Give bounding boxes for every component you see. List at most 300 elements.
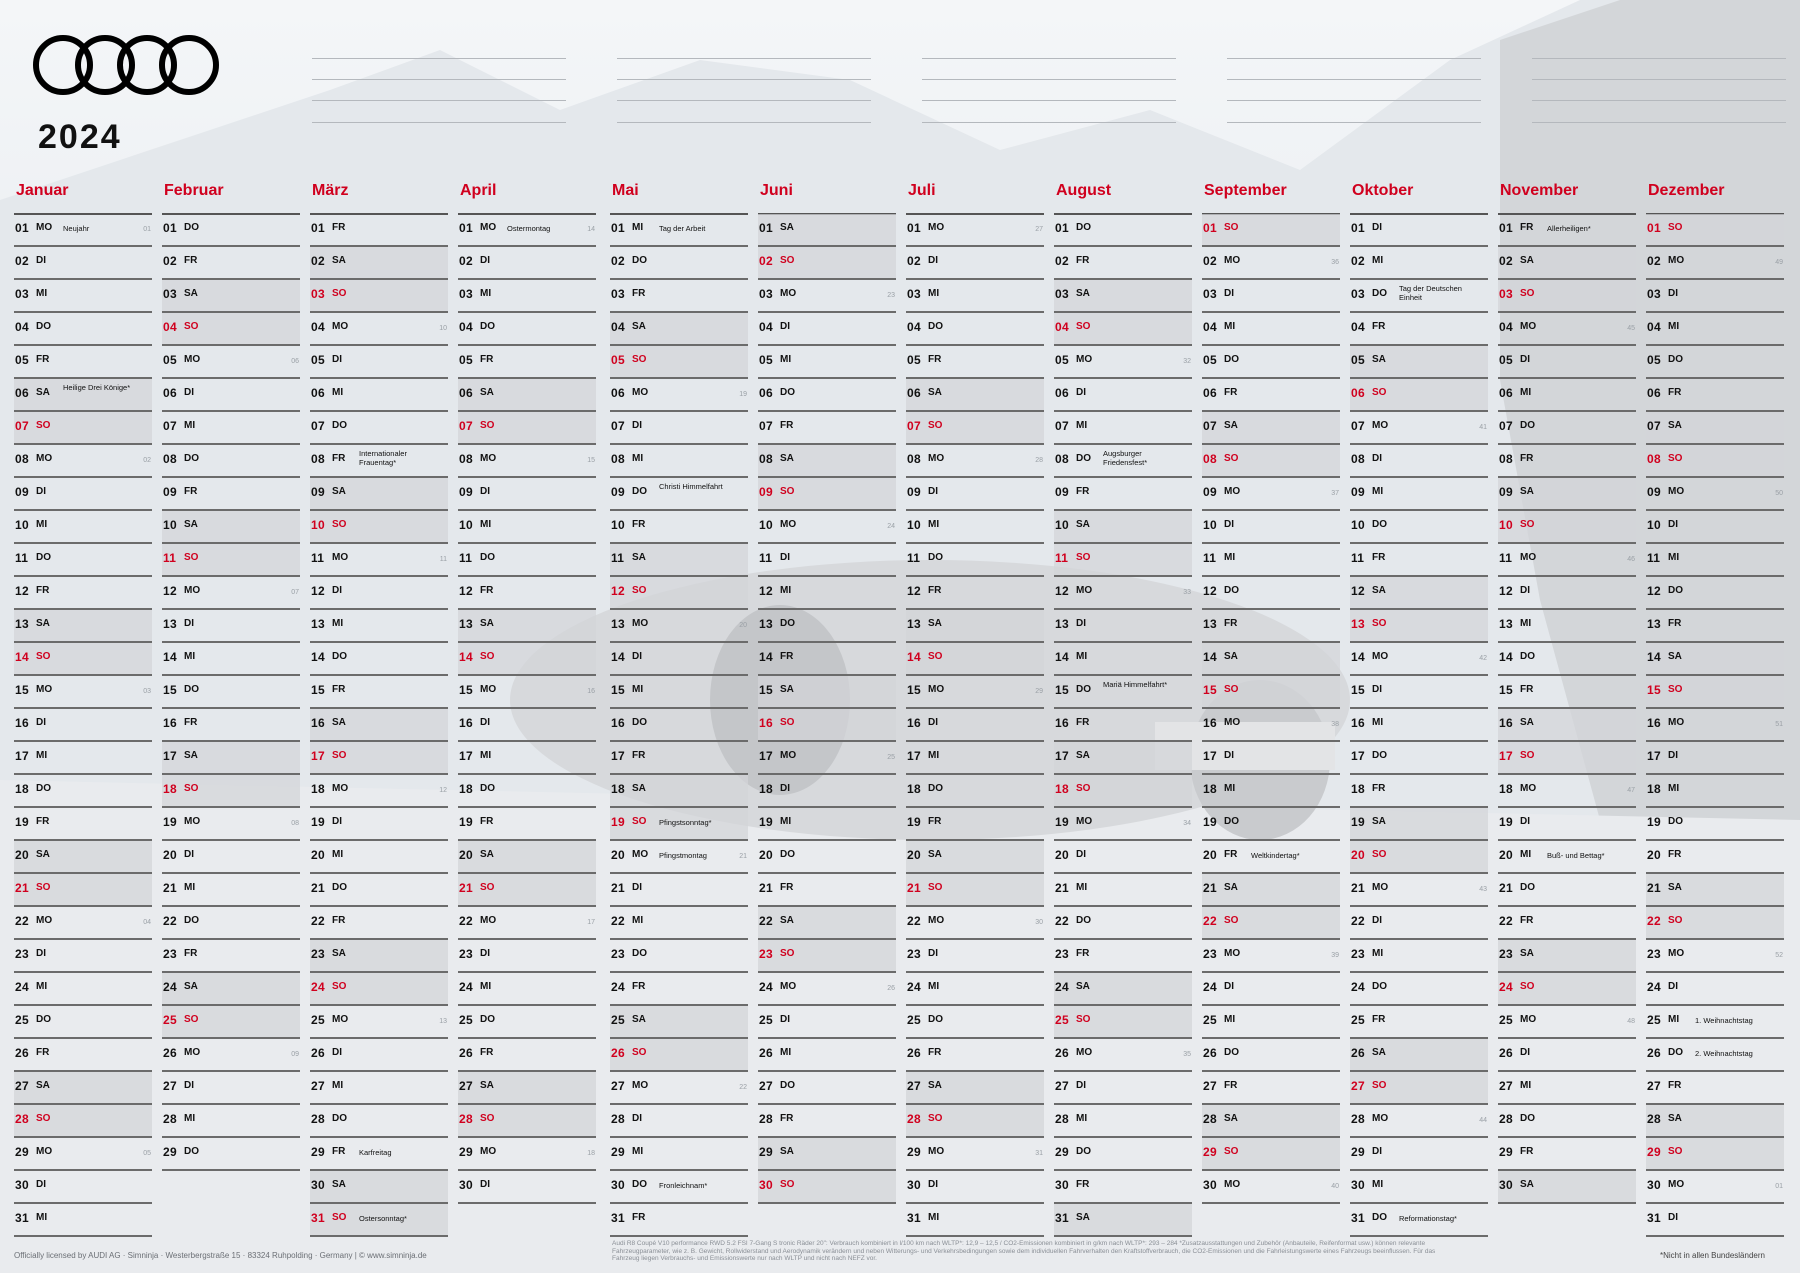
day-cell	[1350, 1006, 1488, 1039]
day-cell	[906, 874, 1044, 907]
week-number: 49	[1775, 259, 1783, 266]
weekday-label: SO	[184, 552, 199, 563]
day-cell	[906, 1105, 1044, 1138]
day-number: 30	[1499, 1178, 1513, 1192]
weekday-label: MO	[1076, 1047, 1093, 1058]
day-number: 23	[1351, 947, 1365, 961]
day-number: 21	[1203, 881, 1217, 895]
weekday-label: MI	[780, 585, 792, 596]
day-number: 21	[1351, 881, 1365, 895]
weekday-label: MO	[332, 321, 349, 332]
day-number: 27	[163, 1079, 177, 1093]
day-number: 04	[311, 320, 325, 334]
day-number: 17	[759, 749, 773, 763]
weekday-label: DO	[1224, 354, 1239, 365]
week-number: 40	[1331, 1183, 1339, 1190]
day-cell	[1054, 346, 1192, 379]
day-cell	[14, 346, 152, 379]
weekday-label: DI	[480, 1179, 490, 1190]
weekday-label: MO	[780, 519, 797, 530]
note-line	[1532, 122, 1786, 123]
weekday-label: SA	[780, 453, 794, 464]
holiday-label: Neujahr	[63, 224, 90, 233]
day-cell	[14, 1171, 152, 1204]
weekday-label: DI	[1520, 816, 1530, 827]
weekday-label: FR	[184, 948, 198, 959]
weekday-label: DO	[632, 255, 647, 266]
day-number: 16	[1351, 716, 1365, 730]
holiday-footnote: *Nicht in allen Bundesländern	[1660, 1251, 1765, 1260]
day-number: 08	[1499, 452, 1513, 466]
day-cell	[1350, 445, 1488, 478]
weekday-label: SO	[1224, 453, 1239, 464]
day-number: 15	[907, 683, 921, 697]
day-cell	[458, 973, 596, 1006]
day-cell	[758, 445, 896, 478]
weekday-label: MO	[928, 684, 945, 695]
weekday-label: SO	[1224, 222, 1239, 233]
note-line	[1532, 58, 1786, 59]
day-number: 25	[759, 1013, 773, 1027]
weekday-label: DO	[928, 552, 943, 563]
day-number: 19	[15, 815, 29, 829]
day-cell	[1498, 1072, 1636, 1105]
day-cell	[1202, 280, 1340, 313]
day-cell	[310, 478, 448, 511]
day-number: 20	[1203, 848, 1217, 862]
day-cell	[906, 1204, 1044, 1237]
day-cell	[1054, 709, 1192, 742]
weekday-label: SA	[184, 288, 198, 299]
day-number: 13	[1499, 617, 1513, 631]
day-cell	[758, 247, 896, 280]
day-number: 10	[611, 518, 625, 532]
day-number: 18	[1203, 782, 1217, 796]
weekday-label: MI	[1224, 321, 1236, 332]
weekday-label: DI	[1668, 981, 1678, 992]
day-cell	[906, 940, 1044, 973]
weekday-label: SO	[332, 288, 347, 299]
day-cell	[1646, 973, 1784, 1006]
day-cell	[1646, 412, 1784, 445]
weekday-label: SO	[1372, 1080, 1387, 1091]
day-number: 26	[163, 1046, 177, 1060]
day-cell	[1646, 1171, 1784, 1204]
weekday-label: SA	[36, 1080, 50, 1091]
weekday-label: SO	[184, 1014, 199, 1025]
weekday-label: SA	[1668, 651, 1682, 662]
weekday-label: DI	[36, 486, 46, 497]
day-cell	[1202, 643, 1340, 676]
weekday-label: DI	[184, 618, 194, 629]
day-number: 13	[459, 617, 473, 631]
day-cell	[458, 841, 596, 874]
weekday-label: DO	[928, 321, 943, 332]
day-cell	[14, 907, 152, 940]
day-number: 25	[163, 1013, 177, 1027]
holiday-label: Fronleichnam*	[659, 1181, 708, 1190]
day-cell	[1646, 742, 1784, 775]
day-cell	[610, 280, 748, 313]
weekday-label: SO	[480, 1113, 495, 1124]
weekday-label: SO	[780, 1179, 795, 1190]
holiday-label: Ostersonntag*	[359, 1214, 407, 1223]
day-cell	[758, 709, 896, 742]
day-cell	[458, 511, 596, 544]
weekday-label: MI	[1520, 618, 1532, 629]
day-number: 21	[15, 881, 29, 895]
day-cell	[906, 1072, 1044, 1105]
day-cell	[1646, 808, 1784, 841]
note-line	[922, 122, 1176, 123]
weekday-label: MO	[332, 783, 349, 794]
day-cell	[458, 742, 596, 775]
day-cell	[758, 1138, 896, 1171]
day-cell	[1350, 907, 1488, 940]
day-number: 12	[459, 584, 473, 598]
day-number: 10	[1055, 518, 1069, 532]
weekday-label: MI	[928, 981, 940, 992]
week-number: 13	[439, 1018, 447, 1025]
month-name: Mai	[612, 182, 639, 199]
weekday-label: SA	[480, 849, 494, 860]
day-cell	[758, 742, 896, 775]
note-line	[1227, 58, 1481, 59]
day-cell	[14, 709, 152, 742]
day-number: 06	[611, 386, 625, 400]
day-number: 08	[1647, 452, 1661, 466]
day-cell	[906, 346, 1044, 379]
day-number: 13	[1055, 617, 1069, 631]
day-number: 07	[1203, 419, 1217, 433]
week-number: 37	[1331, 490, 1339, 497]
day-cell	[458, 940, 596, 973]
weekday-label: DI	[780, 321, 790, 332]
weekday-label: MI	[480, 750, 492, 761]
weekday-label: FR	[184, 486, 198, 497]
day-cell	[14, 412, 152, 445]
day-number: 15	[611, 683, 625, 697]
weekday-label: FR	[632, 288, 646, 299]
day-cell	[162, 610, 300, 643]
day-number: 05	[1647, 353, 1661, 367]
day-number: 09	[1351, 485, 1365, 499]
day-number: 26	[759, 1046, 773, 1060]
weekday-label: SA	[928, 618, 942, 629]
day-cell	[1646, 379, 1784, 412]
weekday-label: MI	[1668, 783, 1680, 794]
day-number: 09	[611, 485, 625, 499]
weekday-label: MO	[1224, 717, 1241, 728]
day-number: 21	[163, 881, 177, 895]
day-number: 13	[1203, 617, 1217, 631]
day-cell	[610, 742, 748, 775]
day-cell	[1202, 742, 1340, 775]
day-cell	[1498, 874, 1636, 907]
holiday-label: Heilige Drei Könige*	[63, 383, 131, 392]
day-number: 30	[311, 1178, 325, 1192]
day-cell	[610, 445, 748, 478]
day-cell	[906, 313, 1044, 346]
weekday-label: MI	[1520, 849, 1532, 860]
day-cell	[1350, 346, 1488, 379]
day-cell	[162, 445, 300, 478]
note-line	[617, 58, 871, 59]
day-number: 23	[1203, 947, 1217, 961]
day-cell	[1498, 676, 1636, 709]
holiday-label: Christi Himmelfahrt	[659, 482, 723, 491]
weekday-label: SA	[332, 1179, 346, 1190]
day-number: 20	[459, 848, 473, 862]
day-number: 15	[1055, 683, 1069, 697]
weekday-label: SA	[1076, 981, 1090, 992]
weekday-label: SO	[780, 255, 795, 266]
day-cell	[14, 577, 152, 610]
day-number: 07	[15, 419, 29, 433]
weekday-label: DO	[1372, 288, 1387, 299]
day-number: 31	[611, 1211, 625, 1225]
day-number: 09	[15, 485, 29, 499]
weekday-label: MI	[632, 915, 644, 926]
day-cell	[458, 709, 596, 742]
week-number: 28	[1035, 457, 1043, 464]
day-number: 25	[611, 1013, 625, 1027]
weekday-label: SA	[1668, 420, 1682, 431]
day-cell	[906, 841, 1044, 874]
day-cell	[1646, 346, 1784, 379]
weekday-label: FR	[1224, 849, 1238, 860]
weekday-label: MO	[332, 1014, 349, 1025]
day-number: 14	[759, 650, 773, 664]
week-number: 20	[739, 622, 747, 629]
month-name: Februar	[164, 182, 224, 199]
day-number: 22	[1499, 914, 1513, 928]
day-cell	[162, 1138, 300, 1171]
day-cell	[162, 808, 300, 841]
day-number: 11	[759, 551, 773, 565]
weekday-label: DO	[1076, 1146, 1091, 1157]
day-cell	[310, 643, 448, 676]
weekday-label: DI	[1372, 1146, 1382, 1157]
day-cell	[310, 379, 448, 412]
weekday-label: FR	[1520, 915, 1534, 926]
day-cell	[906, 280, 1044, 313]
day-cell	[1498, 907, 1636, 940]
day-cell	[610, 1171, 748, 1204]
weekday-label: MO	[184, 1047, 201, 1058]
day-cell	[610, 511, 748, 544]
weekday-label: FR	[1224, 1080, 1238, 1091]
day-cell	[610, 1072, 748, 1105]
day-number: 17	[311, 749, 325, 763]
day-cell	[1498, 544, 1636, 577]
day-cell	[1054, 841, 1192, 874]
day-number: 30	[1055, 1178, 1069, 1192]
weekday-label: MO	[928, 222, 945, 233]
weekday-label: SA	[632, 321, 646, 332]
day-number: 12	[1203, 584, 1217, 598]
day-number: 10	[759, 518, 773, 532]
day-number: 31	[1055, 1211, 1069, 1225]
day-number: 26	[1351, 1046, 1365, 1060]
weekday-label: MO	[928, 453, 945, 464]
note-line	[312, 58, 566, 59]
day-number: 16	[163, 716, 177, 730]
weekday-label: FR	[928, 354, 942, 365]
holiday-label: Buß- und Bettag*	[1547, 851, 1605, 860]
day-cell	[458, 874, 596, 907]
day-cell	[1054, 973, 1192, 1006]
day-number: 04	[759, 320, 773, 334]
day-cell	[14, 544, 152, 577]
weekday-label: FR	[332, 684, 346, 695]
day-cell	[310, 346, 448, 379]
day-number: 14	[1351, 650, 1365, 664]
weekday-label: SA	[332, 948, 346, 959]
day-cell	[1350, 676, 1488, 709]
day-cell	[1350, 214, 1488, 247]
weekday-label: DI	[332, 585, 342, 596]
day-number: 15	[1499, 683, 1513, 697]
weekday-label: DO	[632, 486, 647, 497]
weekday-label: SA	[1224, 1113, 1238, 1124]
day-cell	[1054, 1072, 1192, 1105]
weekday-label: SA	[780, 915, 794, 926]
day-cell	[1350, 775, 1488, 808]
month-name: April	[460, 182, 497, 199]
day-cell	[1498, 280, 1636, 313]
day-number: 06	[1499, 386, 1513, 400]
day-cell	[458, 214, 596, 247]
day-cell	[310, 676, 448, 709]
day-number: 10	[311, 518, 325, 532]
day-cell	[1054, 874, 1192, 907]
day-cell	[310, 610, 448, 643]
day-number: 03	[1647, 287, 1661, 301]
day-number: 02	[1499, 254, 1513, 268]
week-number: 46	[1627, 556, 1635, 563]
day-cell	[458, 577, 596, 610]
week-number: 05	[143, 1150, 151, 1157]
day-cell	[1350, 841, 1488, 874]
week-number: 21	[739, 853, 747, 860]
week-number: 08	[291, 820, 299, 827]
day-cell	[610, 214, 748, 247]
day-number: 29	[1203, 1145, 1217, 1159]
weekday-label: MI	[1076, 1113, 1088, 1124]
weekday-label: DI	[1668, 750, 1678, 761]
weekday-label: MO	[1372, 1113, 1389, 1124]
weekday-label: MI	[184, 882, 196, 893]
weekday-label: DO	[780, 387, 795, 398]
day-cell	[458, 610, 596, 643]
weekday-label: FR	[1668, 618, 1682, 629]
day-number: 19	[163, 815, 177, 829]
day-cell	[1054, 247, 1192, 280]
day-number: 15	[1647, 683, 1661, 697]
day-cell	[1646, 511, 1784, 544]
day-cell	[1202, 775, 1340, 808]
day-number: 06	[907, 386, 921, 400]
day-cell	[1202, 676, 1340, 709]
weekday-label: DO	[36, 552, 51, 563]
weekday-label: MO	[780, 981, 797, 992]
day-number: 20	[1499, 848, 1513, 862]
day-cell	[14, 1105, 152, 1138]
day-number: 09	[163, 485, 177, 499]
weekday-label: DO	[1224, 816, 1239, 827]
day-cell	[758, 412, 896, 445]
day-cell	[14, 808, 152, 841]
day-cell	[1646, 1039, 1784, 1072]
day-number: 07	[611, 419, 625, 433]
day-cell	[458, 1138, 596, 1171]
day-cell	[610, 643, 748, 676]
weekday-label: SA	[632, 783, 646, 794]
day-cell	[758, 808, 896, 841]
day-number: 03	[907, 287, 921, 301]
weekday-label: DI	[928, 948, 938, 959]
day-cell	[14, 247, 152, 280]
weekday-label: SA	[480, 618, 494, 629]
day-number: 08	[611, 452, 625, 466]
day-cell	[758, 346, 896, 379]
day-cell	[1646, 577, 1784, 610]
weekday-label: MO	[480, 453, 497, 464]
day-number: 30	[1203, 1178, 1217, 1192]
day-cell	[758, 544, 896, 577]
week-number: 42	[1479, 655, 1487, 662]
day-cell	[1646, 610, 1784, 643]
day-number: 15	[15, 683, 29, 697]
day-number: 18	[311, 782, 325, 796]
weekday-label: SA	[928, 1080, 942, 1091]
day-number: 14	[907, 650, 921, 664]
day-number: 21	[759, 881, 773, 895]
weekday-label: DO	[632, 717, 647, 728]
day-number: 28	[311, 1112, 325, 1126]
day-number: 02	[15, 254, 29, 268]
week-number: 22	[739, 1084, 747, 1091]
day-number: 24	[1203, 980, 1217, 994]
day-cell	[1202, 841, 1340, 874]
month-name: Oktober	[1352, 182, 1414, 199]
weekday-label: DI	[1224, 981, 1234, 992]
holiday-label: Mariä Himmelfahrt*	[1103, 680, 1168, 689]
day-number: 04	[1055, 320, 1069, 334]
week-number: 44	[1479, 1117, 1487, 1124]
day-number: 08	[1203, 452, 1217, 466]
day-cell	[310, 445, 448, 478]
day-number: 29	[1499, 1145, 1513, 1159]
day-number: 30	[1647, 1178, 1661, 1192]
day-number: 17	[1055, 749, 1069, 763]
day-number: 10	[163, 518, 177, 532]
day-number: 24	[459, 980, 473, 994]
day-number: 28	[1203, 1112, 1217, 1126]
day-cell	[758, 1105, 896, 1138]
day-number: 26	[15, 1046, 29, 1060]
day-cell	[610, 313, 748, 346]
weekday-label: DO	[184, 915, 199, 926]
day-cell	[610, 478, 748, 511]
weekday-label: MO	[1372, 420, 1389, 431]
day-cell	[1350, 1171, 1488, 1204]
day-number: 22	[1647, 914, 1661, 928]
day-cell	[1498, 478, 1636, 511]
weekday-label: FR	[480, 585, 494, 596]
weekday-label: DO	[36, 321, 51, 332]
